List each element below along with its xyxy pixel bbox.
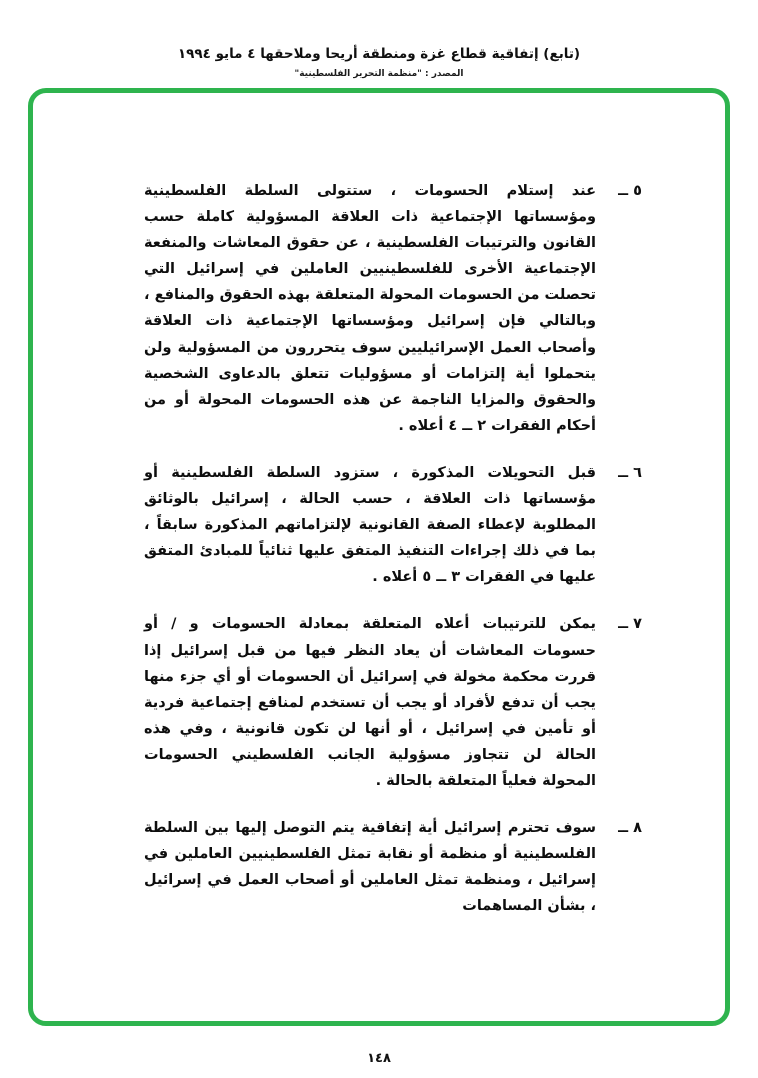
document-title: (تابع) إتفاقية قطاع غزة ومنطقة أريحا وملاحقها ٤ مايو ١٩٩٤: [177, 46, 581, 62]
paragraph-number: ٧ ــ: [618, 616, 642, 633]
paragraph-number: ٦ ــ: [618, 464, 642, 481]
paragraph-6: [144, 460, 642, 590]
paragraph-text: يمكن للترتيبات أعلاه المتعلقة بمعادلة الحسومات و / أو حسومات المعاشات أن يعاد النظر فيها من قبل إسرائيل إذا قررت محكمة مخولة في إسرائيل أن الحسومات أو أي جزء منها يجب أن تدفع لأفراد أو يجب أن تستخدم لمنافع إجتماعية فردية أو تأمين في إسرائيل ، أو أنها لن تكون قانونية ، وفي هذه الحالة لن تتجاوز مسؤولية الجانب الفلسطيني الحسومات المحولة فعلياً المتعلقة بالحالة .: [144, 616, 596, 789]
paragraph-text: عند إستلام الحسومات ، ستتولى السلطة الفلسطينية ومؤسساتها الإجتماعية ذات العلاقة المسؤولية كاملة حسب القانون والترتيبات الفلسطينية ، عن حقوق المعاشات والمنفعة الإجتماعية الأخرى للفلسطينيين العاملين في إسرائيل التي تحصلت من الحسومات المحولة المتعلقة بهذه الحقوق والمنافع ، وبالتالي فإن إسرائيل ومؤسساتها الإجتماعية ذات العلاقة وأصحاب العمل الإسرائيليين سوف يتحررون من المسؤولية ولن يتحملوا أية إلتزامات أو مسؤوليات تتعلق بالدعاوى الشخصية والحقوق والمزايا الناجمة عن هذه الحسومات المحولة أو من أحكام الفقرات ٢ ــ ٤ أعلاه .: [144, 183, 596, 434]
paragraph-number: ٨ ــ: [618, 820, 642, 837]
page-footer: [0, 1047, 758, 1066]
page-header: [0, 46, 758, 79]
document-source: المصدر : "منظمة التحرير الفلسطينية": [294, 69, 464, 79]
paragraph-text: قبل التحويلات المذكورة ، ستزود السلطة الفلسطينية أو مؤسساتها ذات العلاقة ، حسب الحالة ، إسرائيل بالوثائق المطلوبة لإعطاء الصفة القانونية لإلتزاماتهم المذكورة سابقاً ، بما في ذلك إجراءات التنفيذ المتفق عليها ثنائياً للمبادئ المتفق عليها في الفقرات ٣ ــ ٥ أعلاه .: [144, 464, 596, 586]
paragraph-5: [144, 178, 642, 439]
paragraph-text: سوف تحترم إسرائيل أية إتفاقية يتم التوصل إليها بين السلطة الفلسطينية أو منظمة أو نقابة تمثل الفلسطينيين العاملين في إسرائيل ، ومنظمة تمثل العاملين أو أصحاب العمل في إسرائيل ، بشأن المساهمات: [144, 820, 596, 915]
paragraph-8: [144, 815, 642, 919]
page-number: ١٤٨: [367, 1051, 391, 1066]
paragraph-number: ٥ ــ: [618, 183, 642, 199]
paragraph-7: [144, 611, 642, 794]
document-body: [144, 178, 642, 940]
